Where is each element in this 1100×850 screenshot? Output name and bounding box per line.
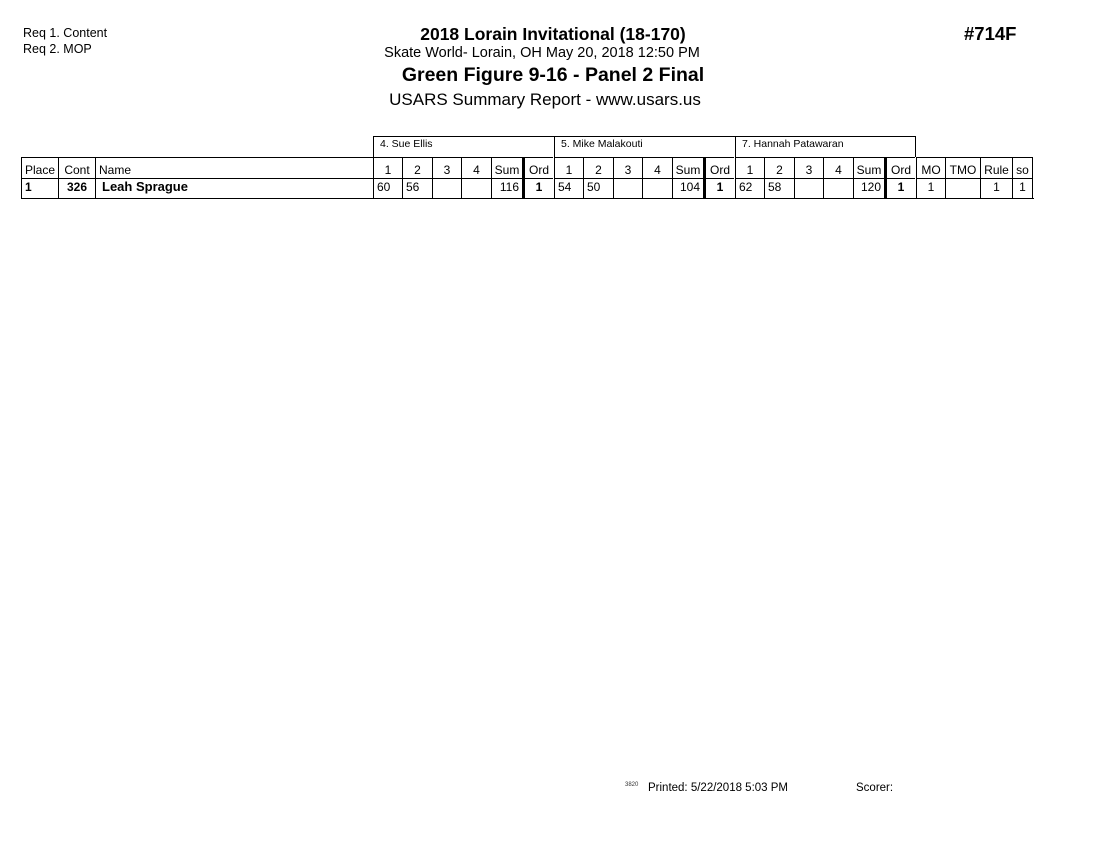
row-judge1-sum: 116 xyxy=(491,178,522,198)
row-judge2-ordinal: 1 xyxy=(703,178,734,198)
report-title: USARS Summary Report - www.usars.us xyxy=(389,90,701,109)
row-contestant-number: 326 xyxy=(58,178,95,198)
col-header-judge1-3: 3 xyxy=(432,157,461,178)
event-code: #714F xyxy=(964,23,1017,44)
row-judge2-sum: 104 xyxy=(672,178,703,198)
row-judge1-score-2: 56 xyxy=(402,178,432,198)
row-mo: 1 xyxy=(916,178,945,198)
col-header-so: so xyxy=(1012,157,1033,178)
event-title: Green Figure 9-16 - Panel 2 Final xyxy=(401,64,705,86)
judge-header-3: 7. Hannah Patawaran xyxy=(735,136,916,157)
row-place: 1 xyxy=(21,178,58,198)
col-header-judge1-4: 4 xyxy=(461,157,491,178)
row-judge2-score-3 xyxy=(613,178,642,198)
col-header-skater-name: Name xyxy=(95,157,373,178)
col-header-judge1-1: 1 xyxy=(373,157,402,178)
col-header-judge3-2: 2 xyxy=(764,157,794,178)
row-tmo xyxy=(945,178,980,198)
row-judge1-score-3 xyxy=(432,178,461,198)
col-header-place: Place xyxy=(21,157,58,178)
col-header-mo: MO xyxy=(916,157,945,178)
row-skater-name: Leah Sprague xyxy=(95,178,373,198)
row-judge1-ordinal: 1 xyxy=(522,178,553,198)
col-header-judge2-1: 1 xyxy=(554,157,583,178)
requirement-2: Req 2. MOP xyxy=(23,42,92,56)
col-header-judge2-4: 4 xyxy=(642,157,672,178)
col-header-judge1-sum: Sum xyxy=(491,157,522,178)
col-header-judge2-2: 2 xyxy=(583,157,613,178)
row-judge2-score-4 xyxy=(642,178,672,198)
row-judge3-ordinal: 1 xyxy=(884,178,915,198)
scorer-label: Scorer: xyxy=(856,782,894,794)
row-judge1-score-4 xyxy=(461,178,491,198)
row-judge1-score-1: 60 xyxy=(373,178,402,198)
footer-code: 3820 xyxy=(625,782,639,788)
judge-header-2: 5. Mike Malakouti xyxy=(554,136,735,157)
col-header-judge3-ord: Ord xyxy=(884,157,915,178)
row-judge3-score-3 xyxy=(794,178,823,198)
row-judge2-score-2: 50 xyxy=(583,178,613,198)
col-header-judge2-ord: Ord xyxy=(703,157,734,178)
col-header-judge3-4: 4 xyxy=(823,157,853,178)
row-judge3-score-1: 62 xyxy=(735,178,764,198)
col-header-contestant-number: Cont xyxy=(58,157,95,178)
row-judge3-score-4 xyxy=(823,178,853,198)
col-header-judge2-3: 3 xyxy=(613,157,642,178)
row-rule: 1 xyxy=(980,178,1012,198)
judge-header-1: 4. Sue Ellis xyxy=(373,136,554,157)
table-bottom-rule xyxy=(21,198,1034,199)
col-header-judge3-sum: Sum xyxy=(853,157,884,178)
col-header-judge2-sum: Sum xyxy=(672,157,703,178)
col-header-tmo: TMO xyxy=(945,157,980,178)
col-header-judge3-1: 1 xyxy=(735,157,764,178)
row-judge2-score-1: 54 xyxy=(554,178,583,198)
row-so: 1 xyxy=(1012,178,1033,198)
col-header-judge3-3: 3 xyxy=(794,157,823,178)
row-judge3-sum: 120 xyxy=(853,178,884,198)
col-header-judge1-2: 2 xyxy=(402,157,432,178)
row-judge3-score-2: 58 xyxy=(764,178,794,198)
competition-title: 2018 Lorain Invitational (18-170) xyxy=(420,24,686,44)
printed-timestamp: Printed: 5/22/2018 5:03 PM xyxy=(648,782,789,794)
venue-datetime: Skate World- Lorain, OH May 20, 2018 12:50 PM xyxy=(384,45,700,61)
col-header-rule: Rule xyxy=(980,157,1012,178)
requirement-1: Req 1. Content xyxy=(23,26,108,40)
col-header-judge1-ord: Ord xyxy=(522,157,553,178)
